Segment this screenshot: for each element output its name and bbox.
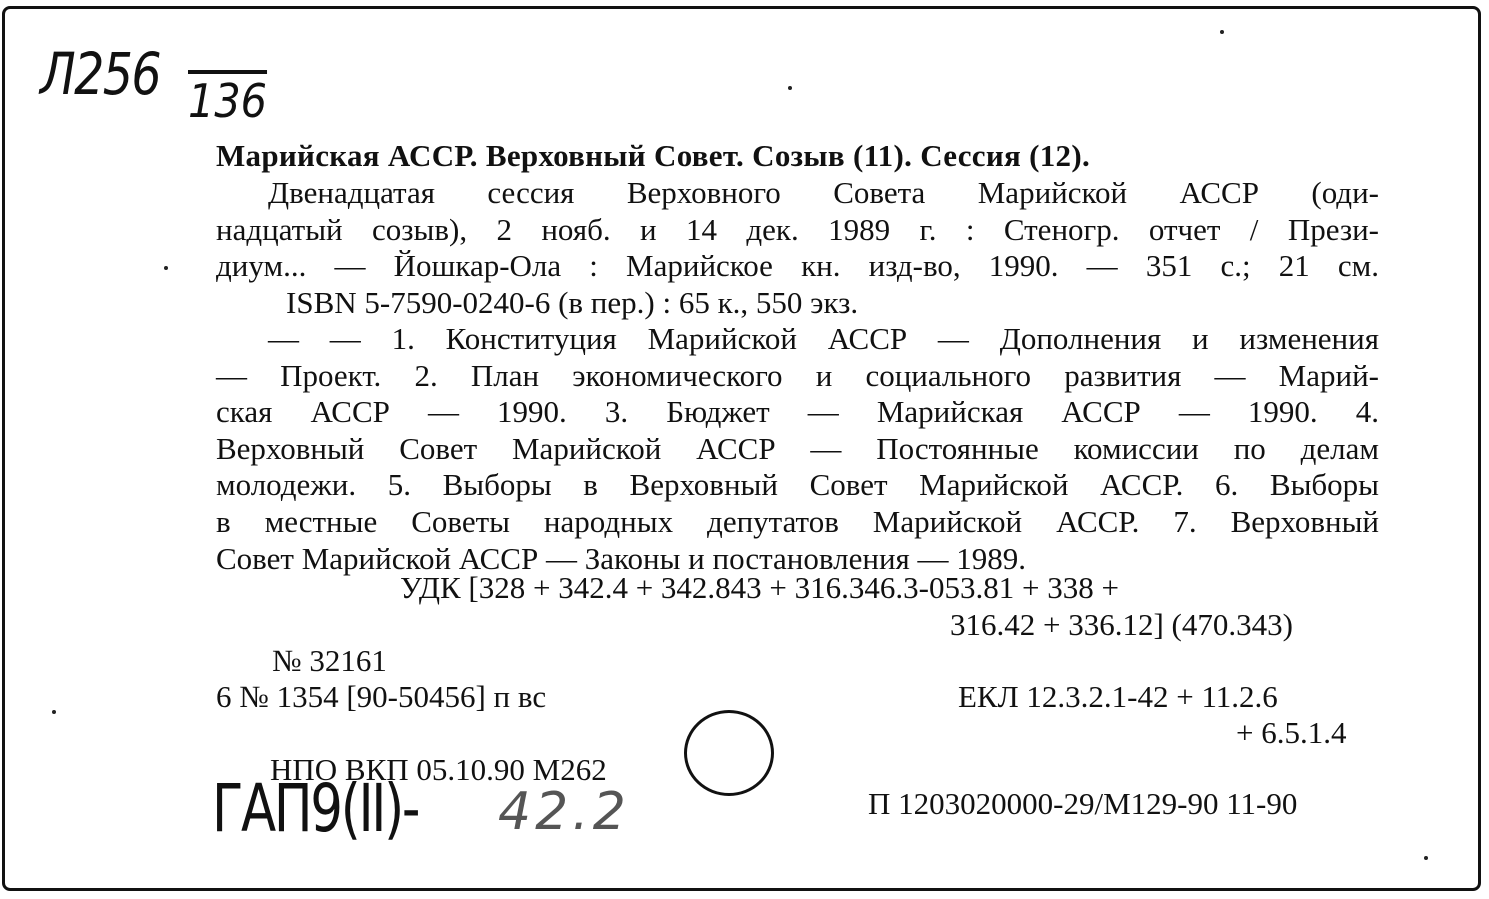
description-line: диум... — Йошкар-Ола : Марийское кн. изд-во, 1990. — 351 с.; 21 см. — [216, 248, 1379, 284]
npo-line: НПО ВКП 05.10.90 М262 — [270, 752, 607, 787]
print-info: 6 № 1354 [90-50456] п вс — [216, 679, 547, 714]
speck — [1220, 30, 1224, 34]
speck — [788, 86, 792, 90]
order-number: № 32161 — [272, 643, 387, 678]
subject-line: молодежи. 5. Выборы в Верховный Совет Марийской АССР. 6. Выборы — [216, 467, 1379, 503]
ekl-line-1: ЕКЛ 12.3.2.1-42 + 11.2.6 — [958, 679, 1278, 714]
ekl-line-2: + 6.5.1.4 — [1236, 715, 1347, 750]
shelf-sub-mark: 136 — [188, 74, 268, 128]
description — [216, 175, 1379, 285]
subject-line: — Проект. 2. План экономического и социального развития — Марий- — [216, 357, 1379, 393]
subject-headings — [216, 321, 1379, 577]
description-line: надцатый созыв), 2 нояб. и 14 дек. 1989 г. : Стеногр. отчет / Прези- — [216, 211, 1379, 247]
udc-line-2: 316.42 + 336.12] (470.343) — [950, 607, 1293, 642]
subject-line: Верховный Совет Марийской АССР — Постоянные комиссии по делам — [216, 430, 1379, 466]
description-line: Двенадцатая сессия Верховного Совета Марийской АССР (оди- — [268, 175, 1379, 210]
speck — [1424, 856, 1428, 860]
handwritten-code: ГАП9(II)- — [212, 770, 419, 847]
subject-line: Совет Марийской АССР — Законы и постановления — 1989. — [216, 540, 1027, 576]
subject-line: — — 1. Конституция Марийской АССР — Дополнения и изменения — [268, 321, 1379, 356]
stamp-circle — [684, 710, 774, 796]
subject-line: ская АССР — 1990. 3. Бюджет — Марийская АССР — 1990. 4. — [216, 394, 1379, 430]
handwritten-number: 42.2 — [498, 782, 630, 842]
speck — [52, 710, 56, 714]
subject-line: в местные Советы народных депутатов Марийской АССР. 7. Верховный — [216, 503, 1379, 539]
p-code: П 1203020000-29/М129-90 11-90 — [868, 786, 1298, 821]
heading: Марийская АССР. Верховный Совет. Созыв (11). Сессия (12). — [216, 138, 1091, 173]
shelf-mark: Л256 — [40, 40, 160, 108]
speck — [164, 266, 168, 270]
isbn-line: ISBN 5-7590-0240-6 (в пер.) : 65 к., 550 экз. — [286, 285, 859, 320]
udc-line-1: УДК [328 + 342.4 + 342.843 + 316.346.3-053.81 + 338 + — [400, 570, 1119, 605]
